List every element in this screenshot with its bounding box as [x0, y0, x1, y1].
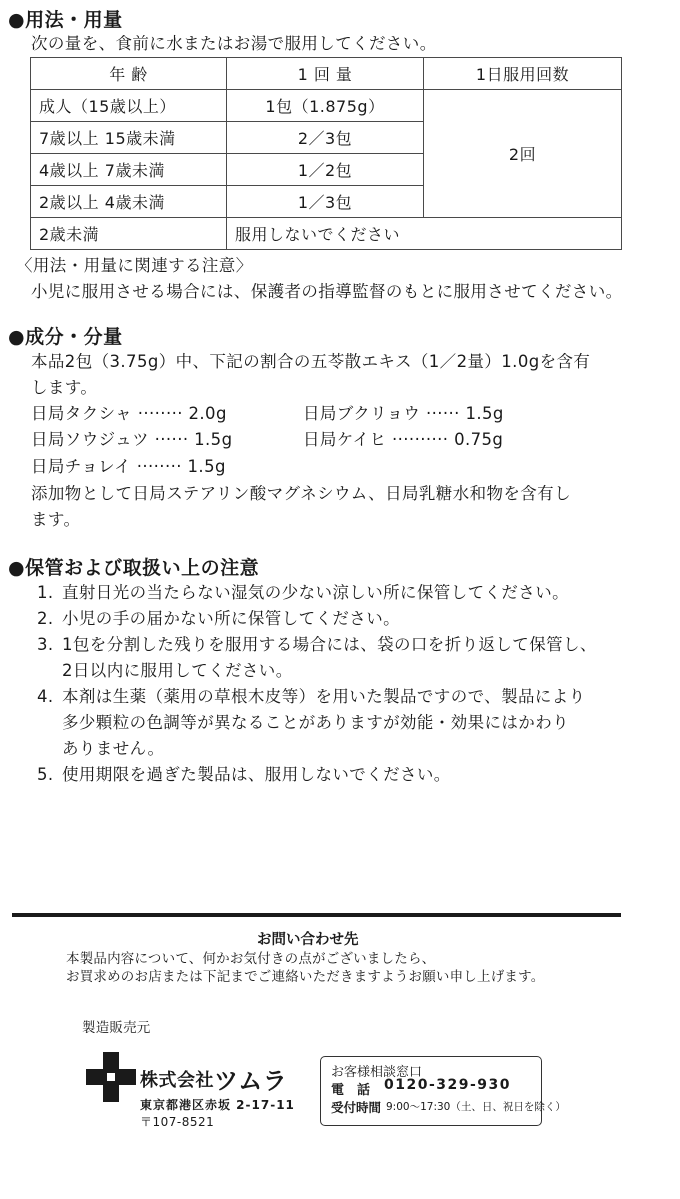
storage-item-text: 本剤は生薬（薬用の草根木皮等）を用いた製品ですので、製品により [62, 687, 586, 706]
age-cell: 7歳以上 15歳未満 [31, 122, 227, 154]
inquiry-line1: 本製品内容について、何かお気付きの点がございましたら、 [66, 951, 436, 967]
storage-item-text: 多少顆粒の色調等が異なることがありますが効能・効果にはかわり [62, 713, 569, 732]
ingredient-item: 日局ブクリョウ ······ 1.5g [303, 404, 504, 423]
company-prefix: 株式会社 [140, 1070, 214, 1091]
ingredient-item: 日局チョレイ ········ 1.5g [31, 457, 226, 476]
age-cell: 4歳以上 7歳未満 [31, 154, 227, 186]
storage-item-text: 使用期限を過ぎた製品は、服用しないでください。 [62, 765, 451, 784]
header-age: 年 齢 [31, 58, 227, 90]
company-postal: 〒107-8521 [140, 1115, 215, 1129]
table-row [31, 218, 622, 250]
usage-note-heading: 〈用法・用量に関連する注意〉 [16, 256, 253, 275]
inquiry-line2: お買求めのお店または下記までご連絡いただきますようお願い申し上げます。 [66, 969, 545, 985]
storage-item-number: 2. [37, 609, 54, 628]
storage-item-text: 2日以内に服用してください。 [62, 661, 293, 680]
storage-item-number: 1. [37, 583, 54, 602]
contact-title: お客様相談窓口 [331, 1065, 423, 1080]
company-name: ツムラ [214, 1067, 288, 1095]
dose-cell: 1／2包 [227, 154, 424, 186]
ingredients-heading: ●成分・分量 [8, 326, 123, 348]
dosage-table [30, 57, 622, 250]
ingredients-line2: します。 [31, 378, 98, 397]
usage-heading: ●用法・用量 [8, 9, 123, 31]
storage-item-text: ありません。 [62, 739, 165, 758]
times-cell: 2回 [424, 90, 622, 218]
usage-intro: 次の量を、食前に水またはお湯で服用してください。 [31, 34, 437, 53]
storage-item-number: 5. [37, 765, 54, 784]
dose-cell: 服用しないでください [227, 218, 622, 250]
age-cell: 成人（15歳以上） [31, 90, 227, 122]
age-cell: 2歳未満 [31, 218, 227, 250]
table-header-row [31, 58, 622, 90]
company-address: 東京都港区赤坂 2-17-11 [140, 1098, 295, 1112]
contact-hours: 9:00〜17:30（土、日、祝日を除く） [386, 1101, 566, 1113]
additive-line1: 添加物として日局ステアリン酸マグネシウム、日局乳糖水和物を含有し [31, 484, 571, 503]
tsumura-cross-logo-icon [86, 1052, 136, 1102]
contact-hours-label: 受付時間 [331, 1100, 382, 1115]
age-cell: 2歳以上 4歳未満 [31, 186, 227, 218]
storage-item-number: 4. [37, 687, 54, 706]
table-row [31, 90, 622, 122]
contact-tel[interactable]: 0120-329-930 [384, 1077, 512, 1093]
maker-label: 製造販売元 [82, 1020, 151, 1036]
header-times: 1日服用回数 [424, 58, 622, 90]
header-dose: 1 回 量 [227, 58, 424, 90]
ingredient-item: 日局ソウジュツ ······ 1.5g [31, 430, 233, 449]
storage-item-number: 3. [37, 635, 54, 654]
section-divider [12, 913, 621, 917]
storage-item-text: 1包を分割した残りを服用する場合には、袋の口を折り返して保管し、 [62, 635, 597, 654]
ingredient-item: 日局ケイヒ ·········· 0.75g [303, 430, 504, 449]
ingredients-line1: 本品2包（3.75g）中、下記の割合の五苓散エキス（1／2量）1.0gを含有 [31, 352, 591, 371]
storage-item-text: 直射日光の当たらない湿気の少ない涼しい所に保管してください。 [62, 583, 569, 602]
dose-cell: 1包（1.875g） [227, 90, 424, 122]
usage-note-text: 小児に服用させる場合には、保護者の指導監督のもとに服用させてください。 [31, 282, 623, 301]
storage-heading: ●保管および取扱い上の注意 [8, 557, 260, 579]
dose-cell: 1／3包 [227, 186, 424, 218]
ingredient-item: 日局タクシャ ········ 2.0g [31, 404, 227, 423]
additive-line2: ます。 [31, 510, 81, 529]
contact-tel-label: 電 話 [331, 1083, 371, 1098]
storage-item-text: 小児の手の届かない所に保管してください。 [62, 609, 400, 628]
inquiry-title: お問い合わせ先 [257, 932, 359, 948]
dose-cell: 2／3包 [227, 122, 424, 154]
